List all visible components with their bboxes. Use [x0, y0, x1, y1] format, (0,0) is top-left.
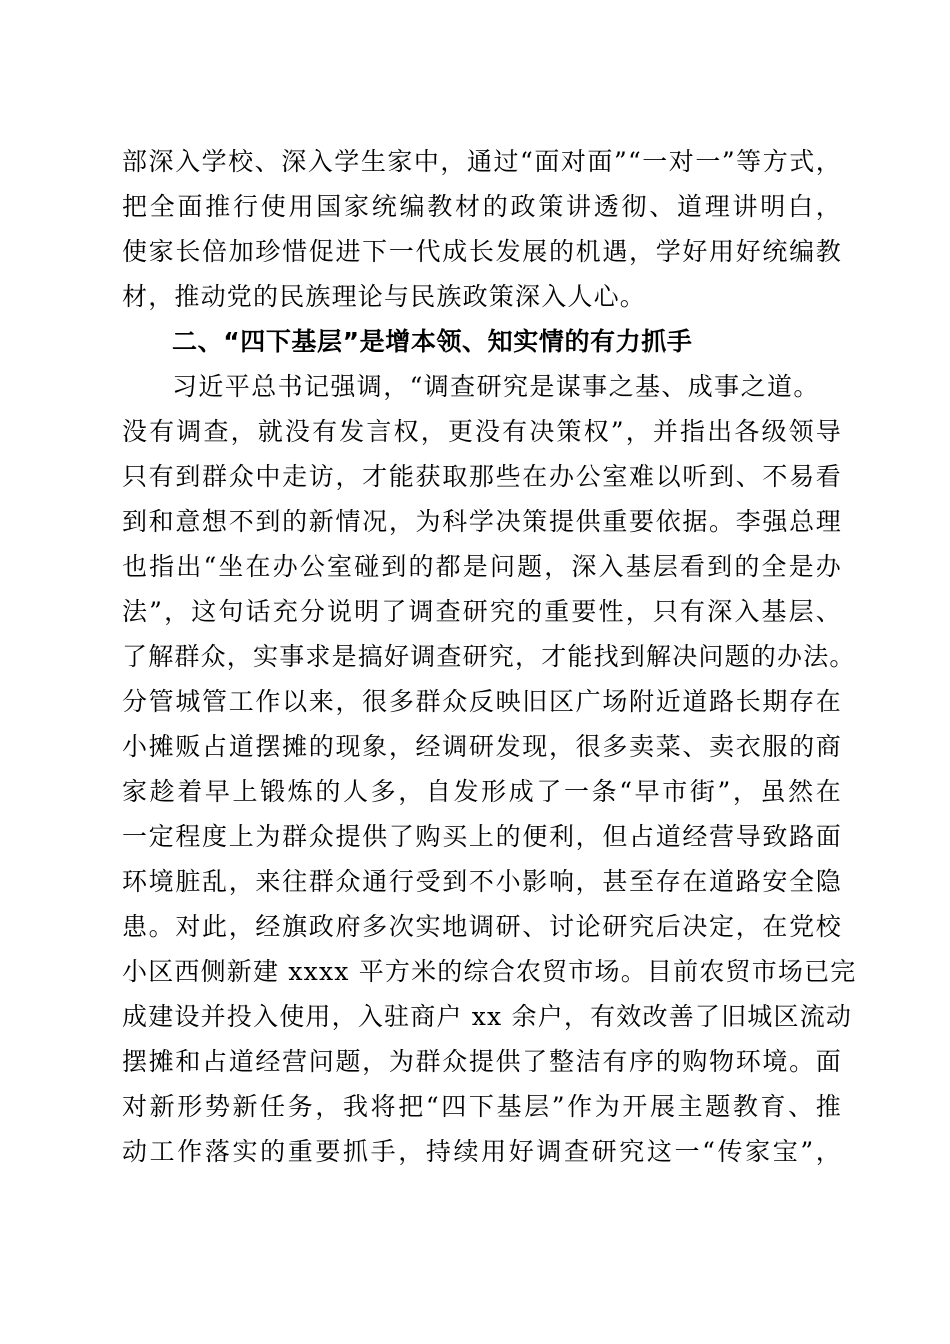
body-text-line: 使家长倍加珍惜促进下一代成长发展的机遇，学好用好统编教: [122, 237, 842, 266]
section-heading: 二、“四下基层”是增本领、知实情的有力抓手: [172, 327, 693, 356]
body-text-line: 环境脏乱，来往群众通行受到不小影响，甚至存在道路安全隐: [122, 867, 842, 896]
body-text-line: 部深入学校、深入学生家中，通过“面对面”“一对一”等方式，: [122, 147, 842, 176]
body-text-line: 了解群众，实事求是搞好调查研究，才能找到解决问题的办法。: [122, 642, 856, 671]
body-text-line: 法”，这句话充分说明了调查研究的重要性，只有深入基层、: [122, 597, 842, 626]
body-text-line: 一定程度上为群众提供了购买上的便利，但占道经营导致路面: [122, 822, 842, 851]
body-text-line: 患。对此，经旗政府多次实地调研、讨论研究后决定，在党校: [122, 912, 842, 941]
body-text-line: 到和意想不到的新情况，为科学决策提供重要依据。李强总理: [122, 507, 842, 536]
body-text-line: 成建设并投入使用，入驻商户 xx 余户，有效改善了旧城区流动: [122, 1002, 853, 1031]
body-text-line: 摆摊和占道经营问题，为群众提供了整洁有序的购物环境。面: [122, 1047, 842, 1076]
body-text-line: 分管城管工作以来，很多群众反映旧区广场附近道路长期存在: [122, 687, 842, 716]
body-text-line: 小区西侧新建 xxxx 平方米的综合农贸市场。目前农贸市场已完: [122, 957, 857, 986]
body-text-line: 只有到群众中走访，才能获取那些在办公室难以听到、不易看: [122, 462, 842, 491]
body-text-line: 对新形势新任务，我将把“四下基层”作为开展主题教育、推: [122, 1092, 842, 1121]
body-text-line: 把全面推行使用国家统编教材的政策讲透彻、道理讲明白，: [122, 192, 842, 221]
body-text-line: 动工作落实的重要抓手，持续用好调查研究这一“传家宝”，: [122, 1137, 842, 1166]
body-text-line: 小摊贩占道摆摊的现象，经调研发现，很多卖菜、卖衣服的商: [122, 732, 842, 761]
paragraph-first-line: 习近平总书记强调，“调查研究是谋事之基、成事之道。: [172, 372, 820, 401]
body-text-line: 没有调查，就没有发言权，更没有决策权”，并指出各级领导: [122, 417, 842, 446]
body-text-line: 材，推动党的民族理论与民族政策深入人心。: [122, 282, 647, 311]
body-text-line: 家趁着早上锻炼的人多，自发形成了一条“早市街”，虽然在: [122, 777, 842, 806]
body-text-line: 也指出“坐在办公室碰到的都是问题，深入基层看到的全是办: [122, 552, 842, 581]
